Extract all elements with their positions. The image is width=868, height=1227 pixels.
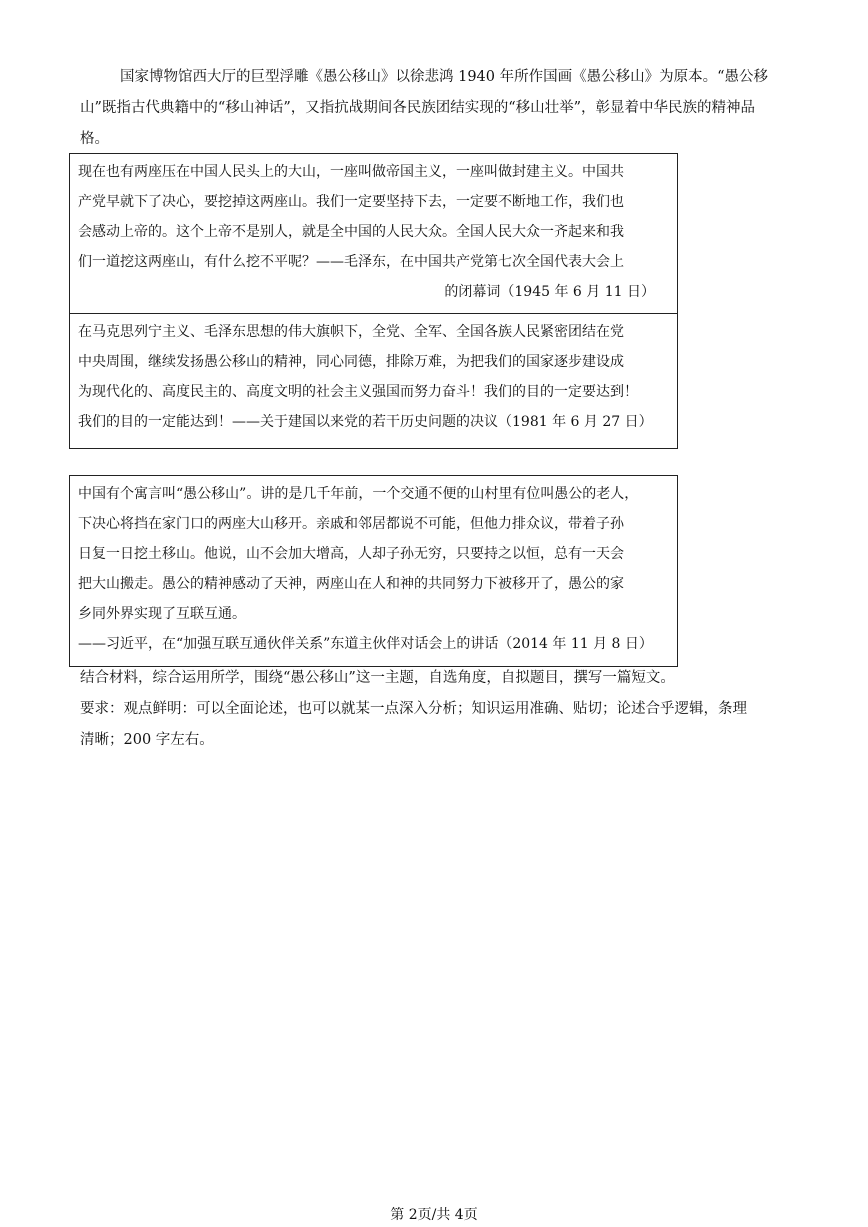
quote-line: 把大山搬走。愚公的精神感动了天神，两座山在人和神的共同努力下被移开了，愚公的家 <box>78 576 624 592</box>
quote-box-resolution <box>69 313 678 449</box>
task-line: 清晰；200 字左右。 <box>80 732 214 748</box>
quote-line: 下决心将挡在家门口的两座大山移开。亲戚和邻居都说不可能，但他力排众议，带着子孙 <box>78 516 624 532</box>
intro-line: 山”既指古代典籍中的“移山神话”，又指抗战期间各民族团结实现的“移山壮举”，彰显着中华民族的精神品 <box>80 100 756 116</box>
page-number: 第 2页/共 4页 <box>390 1207 478 1223</box>
intro-line: 国家博物馆西大厅的巨型浮雕《愚公移山》以徐悲鸿 1940 年所作国画《愚公移山》为原本。“愚公移 <box>120 69 769 85</box>
task-line: 结合材料，综合运用所学，围绕“愚公移山”这一主题，自选角度，自拟题目，撰写一篇短文。 <box>80 670 675 686</box>
quote-box-xi <box>69 475 678 667</box>
quote-line: 产党早就下了决心，要挖掉这两座山。我们一定要坚持下去，一定要不断地工作，我们也 <box>78 194 624 210</box>
quote-attribution: ——习近平，在“加强互联互通伙伴关系”东道主伙伴对话会上的讲话（2014 年 11 月 8 日） <box>78 636 653 652</box>
quote-line: 我们的目的一定能达到！——关于建国以来党的若干历史问题的决议（1981 年 6 月 27 日） <box>78 414 653 430</box>
quote-attribution: 的闭幕词（1945 年 6 月 11 日） <box>444 284 655 300</box>
quote-line: 中央周围，继续发扬愚公移山的精神，同心同德，排除万难，为把我们的国家逐步建设成 <box>78 354 624 370</box>
quote-line: 日复一日挖土移山。他说，山不会加大增高，人却子孙无穷，只要持之以恒，总有一天会 <box>78 546 624 562</box>
quote-line: 现在也有两座压在中国人民头上的大山，一座叫做帝国主义，一座叫做封建主义。中国共 <box>78 164 624 180</box>
quote-line: 们一道挖这两座山，有什么挖不平呢？——毛泽东，在中国共产党第七次全国代表大会上 <box>78 254 624 270</box>
quote-line: 为现代化的、高度民主的、高度文明的社会主义强国而努力奋斗！我们的目的一定要达到！ <box>78 384 638 400</box>
task-line: 要求：观点鲜明：可以全面论述，也可以就某一点深入分析；知识运用准确、贴切；论述合乎逻辑，条理 <box>80 701 747 717</box>
quote-box-mao <box>69 153 678 314</box>
intro-line: 格。 <box>80 131 109 147</box>
quote-line: 会感动上帝的。这个上帝不是别人，就是全中国的人民大众。全国人民大众一齐起来和我 <box>78 224 624 240</box>
quote-line: 在马克思列宁主义、毛泽东思想的伟大旗帜下，全党、全军、全国各族人民紧密团结在党 <box>78 324 624 340</box>
quote-line: 中国有个寓言叫“愚公移山”。讲的是几千年前，一个交通不便的山村里有位叫愚公的老人， <box>78 486 639 502</box>
quote-line: 乡同外界实现了互联互通。 <box>78 606 246 622</box>
